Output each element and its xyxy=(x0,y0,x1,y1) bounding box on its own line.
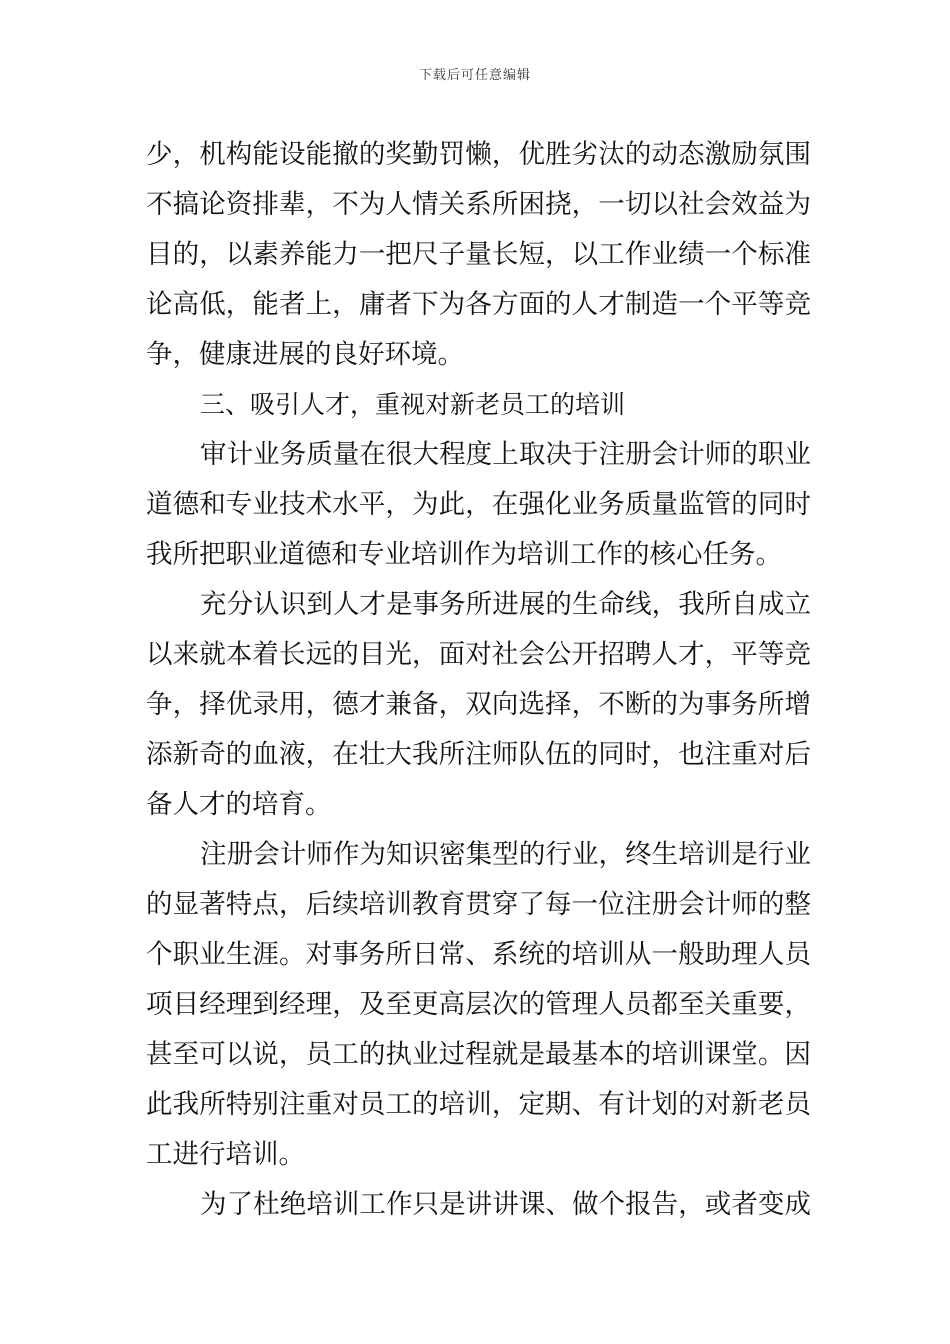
text-line: 我所把职业道德和专业培训作为培训工作的核心任务。 xyxy=(146,539,782,570)
heading-text: 三、吸引人才，重视对新老员工的培训 xyxy=(200,390,626,419)
text-line: 此我所特别注重对员工的培训，定期、有计划的对新老员 xyxy=(146,1089,811,1120)
text-line: 甚至可以说，员工的执业过程就是最基本的培训课堂。因 xyxy=(146,1039,811,1070)
text-line: 工进行培训。 xyxy=(146,1139,305,1170)
text-line: 少，机构能设能撤的奖勤罚懒，优胜劣汰的动态激励氛围 xyxy=(146,139,811,170)
text-line: 目的，以素养能力一把尺子量长短，以工作业绩一个标准 xyxy=(146,239,811,270)
paragraph xyxy=(146,130,811,380)
text-line: 添新奇的血液，在壮大我所注师队伍的同时，也注重对后 xyxy=(146,739,811,770)
paragraph xyxy=(146,430,811,580)
text-line: 道德和专业技术水平，为此，在强化业务质量监管的同时 xyxy=(146,489,811,520)
text-line: 不搞论资排辈，不为人情关系所困挠，一切以社会效益为 xyxy=(146,189,811,220)
text-line: 备人才的培育。 xyxy=(146,789,332,820)
text-line: 项目经理到经理，及至更高层次的管理人员都至关重要， xyxy=(146,989,811,1020)
document-body xyxy=(146,130,811,1230)
text-line: 论高低，能者上，庸者下为各方面的人才制造一个平等竞 xyxy=(146,289,811,320)
section-heading xyxy=(146,380,811,430)
text-line: 的显著特点，后续培训教育贯穿了每一位注册会计师的整 xyxy=(146,889,811,920)
text-line: 注册会计师作为知识密集型的行业，终生培训是行业 xyxy=(200,839,811,870)
text-line: 审计业务质量在很大程度上取决于注册会计师的职业 xyxy=(200,439,811,470)
paragraph xyxy=(146,1180,811,1230)
text-line: 争，健康进展的良好环境。 xyxy=(146,339,464,370)
paragraph xyxy=(146,580,811,830)
text-line: 个职业生涯。对事务所日常、系统的培训从一般助理人员 xyxy=(146,939,811,970)
text-line: 为了杜绝培训工作只是讲讲课、做个报告，或者变成 xyxy=(200,1189,811,1220)
paragraph xyxy=(146,830,811,1180)
text-line: 争，择优录用，德才兼备，双向选择，不断的为事务所增 xyxy=(146,689,811,720)
text-line: 充分认识到人才是事务所进展的生命线，我所自成立 xyxy=(200,589,811,620)
text-line: 以来就本着长远的目光，面对社会公开招聘人才，平等竞 xyxy=(146,639,811,670)
page-header-note: 下载后可任意编辑 xyxy=(418,68,531,83)
